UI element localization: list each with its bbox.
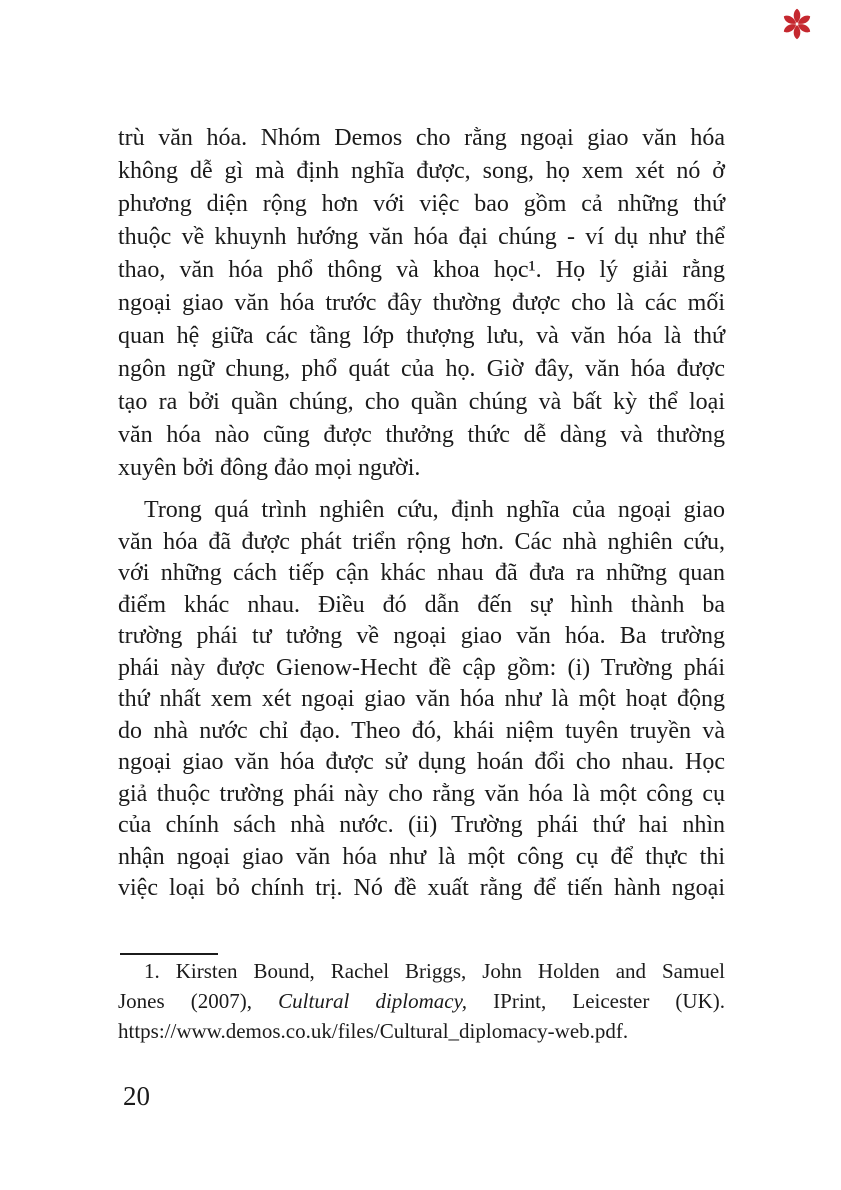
text-segment: xuyên bởi đông đảo mọi người. [118, 455, 421, 481]
text-segment: thao, văn hóa phổ thông và khoa học¹. Họ lý giải rằng [118, 257, 725, 283]
text-line [118, 495, 725, 527]
text-line [118, 747, 725, 779]
text-segment: không dễ gì mà định nghĩa được, song, họ xem xét nó ở [118, 158, 725, 184]
text-segment: trường phái tư tưởng về ngoại giao văn hóa. Ba trường [118, 623, 725, 649]
body-text [118, 122, 725, 905]
text-line [118, 716, 725, 748]
text-segment: ngôn ngữ chung, phổ quát của họ. Giờ đây, văn hóa được [118, 356, 725, 382]
text-segment: https://www.demos.co.uk/files/Cultural_diplomacy-web.pdf. [118, 1019, 629, 1043]
text-segment: quan hệ giữa các tầng lớp thượng lưu, và văn hóa là thứ [118, 323, 725, 349]
text-line [118, 1016, 725, 1046]
text-segment: trù văn hóa. Nhóm Demos cho rằng ngoại giao văn hóa [118, 125, 725, 151]
text-segment: tạo ra bởi quần chúng, cho quần chúng và bất kỳ thể loại [118, 389, 725, 415]
footnote-separator [120, 953, 218, 955]
text-segment: của chính sách nhà nước. (ii) Trường phái thứ hai nhìn [118, 812, 725, 838]
text-segment: văn hóa nào cũng được thưởng thức dễ dàng và thường [118, 422, 725, 448]
text-line [118, 621, 725, 653]
text-line [118, 287, 725, 320]
text-segment: thuộc về khuynh hướng văn hóa đại chúng - ví dụ như thể [118, 224, 725, 250]
text-line [118, 320, 725, 353]
text-line [118, 221, 725, 254]
text-segment: với những cách tiếp cận khác nhau đã đưa ra những quan [118, 560, 725, 586]
text-segment: ngoại giao văn hóa trước đây thường được cho là các mối [118, 290, 725, 316]
text-line [118, 986, 725, 1016]
text-segment: văn hóa đã được phát triển rộng hơn. Các nhà nghiên cứu, [118, 528, 725, 555]
paragraph-2 [118, 495, 725, 905]
text-line [118, 527, 725, 559]
text-line [118, 810, 725, 842]
text-segment: Trong quá trình nghiên cứu, định nghĩa của ngoại giao [144, 497, 725, 523]
text-segment: giả thuộc trường phái này cho rằng văn hóa là một công cụ [118, 780, 725, 807]
text-segment: ngoại giao văn hóa được sử dụng hoán đổi cho nhau. Học [118, 749, 725, 775]
text-line [118, 779, 725, 811]
text-line [118, 873, 725, 905]
text-line [118, 956, 725, 986]
text-segment: phương diện rộng hơn với việc bao gồm cả những thứ [118, 191, 725, 217]
text-line [118, 842, 725, 874]
text-segment: phái này được Gienow-Hecht đề cập gồm: (i) Trường phái [118, 654, 725, 681]
text-line [118, 684, 725, 716]
text-segment: do nhà nước chỉ đạo. Theo đó, khái niệm tuyên truyền và [118, 717, 725, 744]
paragraph-1 [118, 122, 725, 485]
text-segment: thứ nhất xem xét ngoại giao văn hóa như là một hoạt động [118, 686, 725, 712]
italic-text-segment: Cultural diplomacy, [278, 989, 468, 1013]
text-line [118, 452, 725, 485]
text-segment: nhận ngoại giao văn hóa như là một công cụ để thực thi [118, 843, 725, 870]
text-line [118, 558, 725, 590]
text-line [118, 386, 725, 419]
text-line [118, 353, 725, 386]
flower-ornament-icon [781, 7, 813, 41]
text-line [118, 419, 725, 452]
page-number: 20 [123, 1081, 150, 1111]
text-segment: điểm khác nhau. Điều đó dẫn đến sự hình thành ba [118, 591, 725, 618]
text-segment: IPrint, Leicester (UK). [467, 989, 725, 1013]
text-segment: Jones (2007), [118, 989, 279, 1013]
text-line [118, 653, 725, 685]
text-segment: 1. Kirsten Bound, Rachel Briggs, John Holden and Samuel [144, 959, 725, 983]
text-line [118, 590, 725, 622]
text-segment: việc loại bỏ chính trị. Nó đề xuất rằng để tiến hành ngoại [118, 875, 725, 901]
text-line [118, 254, 725, 287]
text-line [118, 122, 725, 155]
footnote [118, 956, 725, 1046]
text-line [118, 155, 725, 188]
text-line [118, 188, 725, 221]
